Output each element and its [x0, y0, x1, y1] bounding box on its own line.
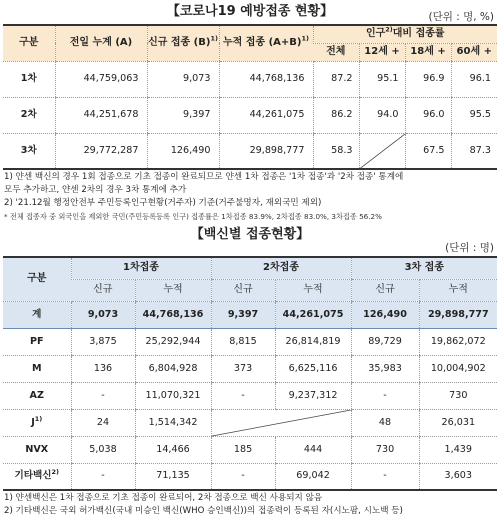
cell-age12-empty — [359, 133, 405, 169]
header-prev-total: 전일 누계 (A) — [55, 25, 147, 61]
cell-d1-cum: 44,768,136 — [135, 301, 211, 328]
header-cum: 누적 — [419, 279, 497, 301]
cell-d3-new: - — [351, 463, 419, 490]
table1-title: 【코로나19 예방접종 현황】 — [166, 4, 334, 19]
cell-d1-cum: 14,466 — [135, 436, 211, 463]
cell-d1-cum: 25,292,944 — [135, 328, 211, 355]
table2-unit: (단위 : 명) — [445, 242, 494, 254]
row-label: PF — [3, 328, 71, 355]
table-row — [3, 409, 497, 436]
cell-d3-cum: 26,031 — [419, 409, 497, 436]
cell-d3-new: 35,983 — [351, 355, 419, 382]
cell-d1-cum: 11,070,321 — [135, 382, 211, 409]
header-dose2: 2차접종 — [211, 257, 351, 279]
table-row — [3, 97, 497, 133]
cell-d2-new: 373 — [211, 355, 275, 382]
note-line: 2) 기타백신은 국외 허가백신(국내 미승인 백신(WHO 승인백신))의 접종력이 등록된 자(시노팜, 시노백 등) — [4, 506, 403, 516]
cell-d2-cum: 26,814,819 — [275, 328, 351, 355]
cell-new: 9,073 — [147, 61, 219, 97]
cell-new: 126,490 — [147, 133, 219, 169]
header-new: 신규 — [351, 279, 419, 301]
header-population-ratio: 인구$^{2)}$대비 접종률 — [313, 25, 497, 43]
cell-prev: 44,251,678 — [55, 97, 147, 133]
cell-d3-new: 126,490 — [351, 301, 419, 328]
table2-notes — [4, 492, 496, 518]
cell-d2-new: 8,815 — [211, 328, 275, 355]
cell-age60: 87.3 — [451, 133, 497, 169]
row-label: AZ — [3, 382, 71, 409]
table-row — [3, 355, 497, 382]
row-label: NVX — [3, 436, 71, 463]
cell-d3-cum: 10,004,902 — [419, 355, 497, 382]
header-dose1: 1차접종 — [71, 257, 211, 279]
table1-notes — [4, 171, 496, 223]
cell-cum: 44,261,075 — [219, 97, 313, 133]
cell-d3-new: 48 — [351, 409, 419, 436]
diagonal-line-icon — [212, 410, 351, 436]
header-cumulative: 누적 접종 $(A+B)^{1)}$ — [219, 25, 313, 61]
cell-d3-cum: 730 — [419, 382, 497, 409]
cell-d2-cum: 44,261,075 — [275, 301, 351, 328]
cell-d2-cum: 6,625,116 — [275, 355, 351, 382]
fine-note: * 전체 접종자 중 외국인을 제외한 국민(주민등록등록 인구) 접종률은 1차접종 83.9%, 2차접종 83.0%, 3차접종 56.2% — [4, 212, 382, 221]
cell-cum: 44,768,136 — [219, 61, 313, 97]
table1-unit: (단위 : 명, %) — [428, 11, 494, 23]
header-cum: 누적 — [135, 279, 211, 301]
header-age60: 60세 + — [451, 43, 497, 61]
cell-d2-new: 9,397 — [211, 301, 275, 328]
cell-d1-new: - — [71, 382, 135, 409]
cell-d3-new: 730 — [351, 436, 419, 463]
table-row — [3, 301, 497, 328]
row-label: $J^{1)}$ — [3, 409, 71, 436]
table-row — [3, 463, 497, 490]
table-row — [3, 328, 497, 355]
cell-d1-new: 24 — [71, 409, 135, 436]
cell-d1-new: 5,038 — [71, 436, 135, 463]
cell-prev: 29,772,287 — [55, 133, 147, 169]
cell-d3-cum: 19,862,072 — [419, 328, 497, 355]
table2-title: 【백신별 접종현황】 — [190, 227, 310, 242]
header-dose3: 3차 접종 — [351, 257, 497, 279]
cell-cum: 29,898,777 — [219, 133, 313, 169]
cell-d1-cum: 6,804,928 — [135, 355, 211, 382]
cell-new: 9,397 — [147, 97, 219, 133]
cell-d1-new: 9,073 — [71, 301, 135, 328]
cell-age60: 95.5 — [451, 97, 497, 133]
header-new: 신규 접종 $(B)^{1)}$ — [147, 25, 219, 61]
table-row — [3, 382, 497, 409]
row-label: 2차 — [3, 97, 55, 133]
note-line: 모두 추가하고, 얀센 2차의 경우 3차 통계에 추가 — [4, 185, 187, 195]
cell-d1-cum: 1,514,342 — [135, 409, 211, 436]
note-line: 2) '21.12월 행정안전부 주민등록인구현황(거주자) 기준(거주불명자, 재외국민 제외) — [4, 198, 322, 208]
note-line: 1) 얀센 백신의 경우 1회 접종으로 기초 접종이 완료되므로 얀센 1차 접종은 '1차 접종'과 '2차 접종' 통계에 — [4, 172, 404, 182]
row-label: 기타백신$^{2)}$ — [3, 463, 71, 490]
cell-d2-new: 185 — [211, 436, 275, 463]
row-label: 계 — [3, 301, 71, 328]
header-category: 구분 — [3, 25, 55, 61]
vaccination-status-table — [3, 24, 497, 170]
cell-d3-cum: 29,898,777 — [419, 301, 497, 328]
table-row — [3, 436, 497, 463]
row-label: M — [3, 355, 71, 382]
cell-d2-new: - — [211, 463, 275, 490]
cell-all: 86.2 — [313, 97, 359, 133]
cell-d1-new: 3,875 — [71, 328, 135, 355]
cell-d3-cum: 1,439 — [419, 436, 497, 463]
table-row — [3, 61, 497, 97]
cell-age60: 96.1 — [451, 61, 497, 97]
cell-all: 87.2 — [313, 61, 359, 97]
row-label: 3차 — [3, 133, 55, 169]
cell-d2-new: - — [211, 382, 275, 409]
header-category: 구분 — [3, 257, 71, 301]
cell-all: 58.3 — [313, 133, 359, 169]
cell-d2-cum: 444 — [275, 436, 351, 463]
cell-d2-cum: 69,042 — [275, 463, 351, 490]
header-cum: 누적 — [275, 279, 351, 301]
cell-d1-new: 136 — [71, 355, 135, 382]
cell-age12: 95.1 — [359, 61, 405, 97]
cell-d3-new: 89,729 — [351, 328, 419, 355]
cell-d2-cum: 9,237,312 — [275, 382, 351, 409]
cell-d3-new: - — [351, 382, 419, 409]
header-new: 신규 — [71, 279, 135, 301]
header-age12: 12세 + — [359, 43, 405, 61]
header-new: 신규 — [211, 279, 275, 301]
row-label: 1차 — [3, 61, 55, 97]
cell-prev: 44,759,063 — [55, 61, 147, 97]
table-row — [3, 133, 497, 169]
cell-d3-cum: 3,603 — [419, 463, 497, 490]
cell-age18: 67.5 — [405, 133, 451, 169]
header-all: 전체 — [313, 43, 359, 61]
cell-d2-empty — [211, 409, 351, 436]
vaccine-type-table — [3, 256, 497, 491]
cell-age18: 96.0 — [405, 97, 451, 133]
note-line: 1) 얀센백신은 1차 접종으로 기초 접종이 완료되어, 2차 접종으로 백신 사용되지 않음 — [4, 493, 323, 503]
cell-age12: 94.0 — [359, 97, 405, 133]
header-age18: 18세 + — [405, 43, 451, 61]
cell-age18: 96.9 — [405, 61, 451, 97]
cell-d1-cum: 71,135 — [135, 463, 211, 490]
cell-d1-new: - — [71, 463, 135, 490]
diagonal-line-icon — [360, 134, 405, 169]
